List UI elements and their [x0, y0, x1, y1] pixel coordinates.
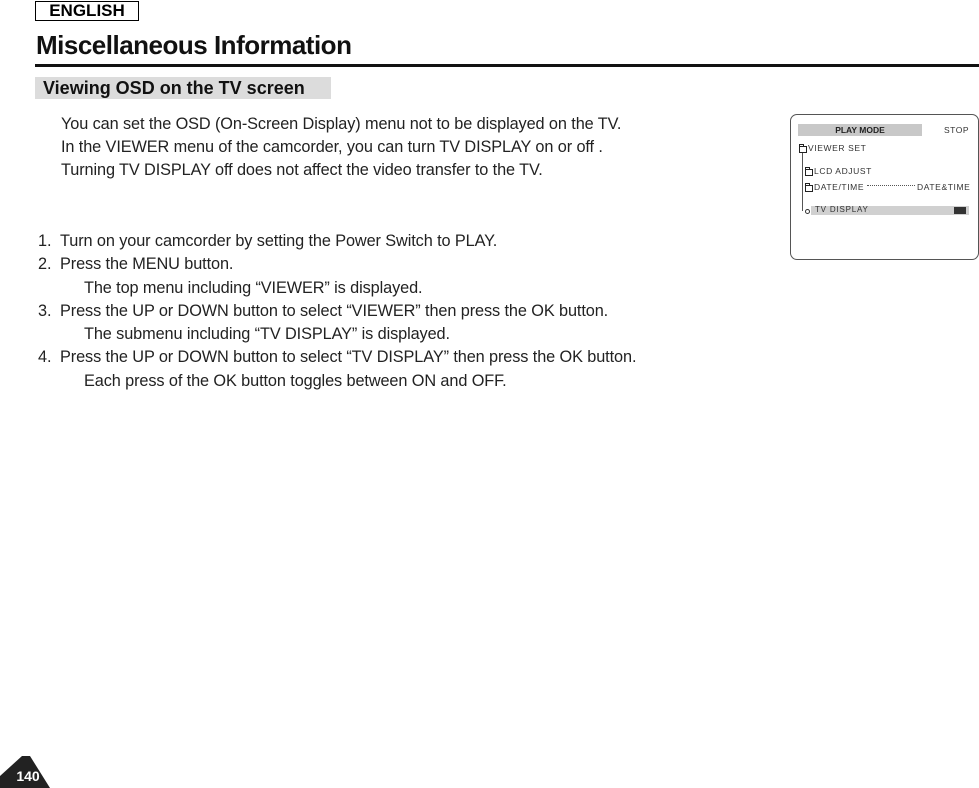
step-list	[38, 230, 636, 393]
intro-line: In the VIEWER menu of the camcorder, you can turn TV DISPLAY on or off .	[61, 138, 603, 156]
title-divider	[35, 64, 979, 67]
osd-item-date-time-value: DATE&TIME	[917, 182, 971, 192]
folder-icon	[805, 185, 813, 192]
page-title: Miscellaneous Information	[36, 30, 352, 60]
step-number: 4.	[38, 348, 52, 367]
section-header	[35, 77, 331, 99]
step-item	[38, 253, 636, 276]
step-note: The top menu including “VIEWER” is displayed.	[84, 278, 423, 297]
section-title: Viewing OSD on the TV screen	[43, 78, 305, 98]
osd-menu-viewer-set: VIEWER SET	[808, 143, 867, 153]
step-item	[38, 300, 636, 323]
page-number: 140	[16, 768, 40, 784]
step-number: 2.	[38, 255, 52, 274]
page-number-badge	[0, 754, 52, 788]
osd-item-date-time: DATE/TIME	[814, 182, 865, 192]
step-text: Press the MENU button.	[60, 255, 234, 274]
toggle-value-swatch	[954, 207, 966, 214]
step-number: 1.	[38, 232, 52, 250]
osd-screen-illustration	[790, 114, 979, 260]
step-text: Press the UP or DOWN button to select “TV DISPLAY” then press the OK button.	[60, 348, 637, 367]
dotted-leader	[867, 185, 915, 186]
intro-line: You can set the OSD (On-Screen Display) menu not to be displayed on the TV.	[61, 115, 622, 133]
intro-line: Turning TV DISPLAY off does not affect the video transfer to the TV.	[61, 161, 543, 179]
osd-item-tv-display	[811, 206, 969, 215]
step-item	[38, 230, 636, 253]
step-note: The submenu including “TV DISPLAY” is displayed.	[84, 325, 450, 344]
step-text: Turn on your camcorder by setting the Power Switch to PLAY.	[60, 232, 498, 250]
intro-paragraph	[61, 113, 621, 182]
language-tab: ENGLISH	[35, 1, 139, 21]
selection-indicator-icon	[805, 209, 810, 214]
osd-status: STOP	[944, 125, 969, 135]
folder-icon	[799, 146, 807, 153]
step-number: 3.	[38, 301, 52, 320]
osd-item-lcd-adjust: LCD ADJUST	[814, 166, 872, 176]
osd-item-tv-display-label: TV DISPLAY	[815, 205, 869, 214]
folder-icon	[805, 169, 813, 176]
tree-line	[802, 153, 803, 211]
step-text: Press the UP or DOWN button to select “VIEWER” then press the OK button.	[60, 301, 609, 320]
step-note: Each press of the OK button toggles between ON and OFF.	[84, 371, 507, 390]
osd-mode-label: PLAY MODE	[798, 124, 922, 136]
step-item	[38, 346, 636, 369]
